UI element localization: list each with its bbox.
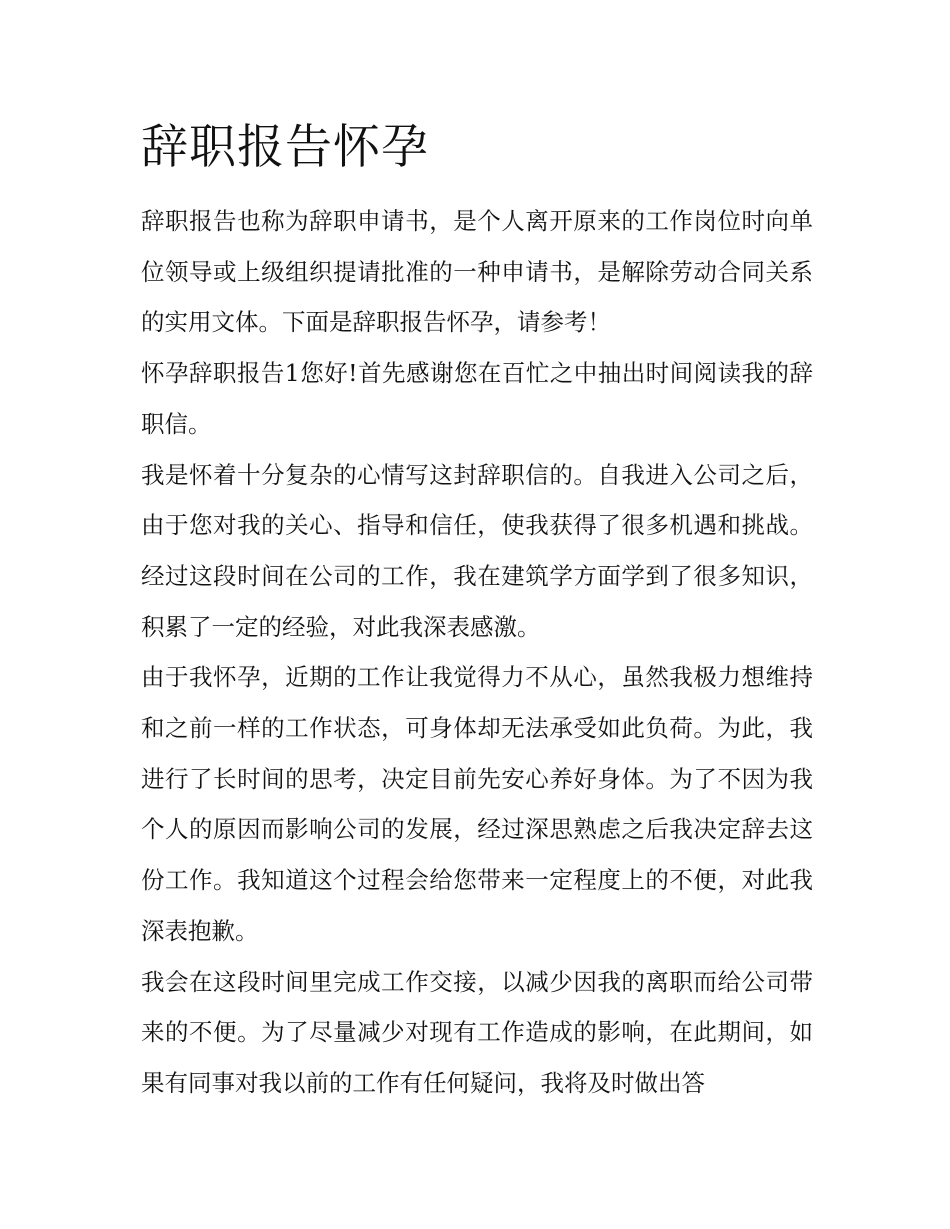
paragraph-greeting: 怀孕辞职报告1您好!首先感谢您在百忙之中抽出时间阅读我的辞职信。	[141, 359, 813, 438]
paragraph-intro: 辞职报告也称为辞职申请书，是个人离开原来的工作岗位时向单位领导或上级组织提请批准的一种申请书，是解除劳动合同关系的实用文体。下面是辞职报告怀孕，请参考！	[141, 207, 813, 337]
document-page	[141, 118, 813, 1109]
paragraph-reason: 由于我怀孕，近期的工作让我觉得力不从心，虽然我极力想维持和之前一样的工作状态，可身体却无法承受如此负荷。为此，我进行了长时间的思考，决定目前先安心养好身体。为了不因为我个人的原因而影响公司的发展，经过深思熟虑之后我决定辞去这份工作。我知道这个过程会给您带来一定程度上的不便，对此我深表抱歉。	[141, 663, 813, 945]
document-title: 辞职报告怀孕	[141, 120, 429, 175]
paragraph-handover: 我会在这段时间里完成工作交接，以减少因我的离职而给公司带来的不便。为了尽量减少对现有工作造成的影响，在此期间，如果有同事对我以前的工作有任何疑问，我将及时做出答	[141, 967, 813, 1097]
paragraph-gratitude: 我是怀着十分复杂的心情写这封辞职信的。自我进入公司之后，由于您对我的关心、指导和信任，使我获得了很多机遇和挑战。经过这段时间在公司的工作，我在建筑学方面学到了很多知识，积累了一定的经验，对此我深表感激。	[141, 460, 813, 641]
